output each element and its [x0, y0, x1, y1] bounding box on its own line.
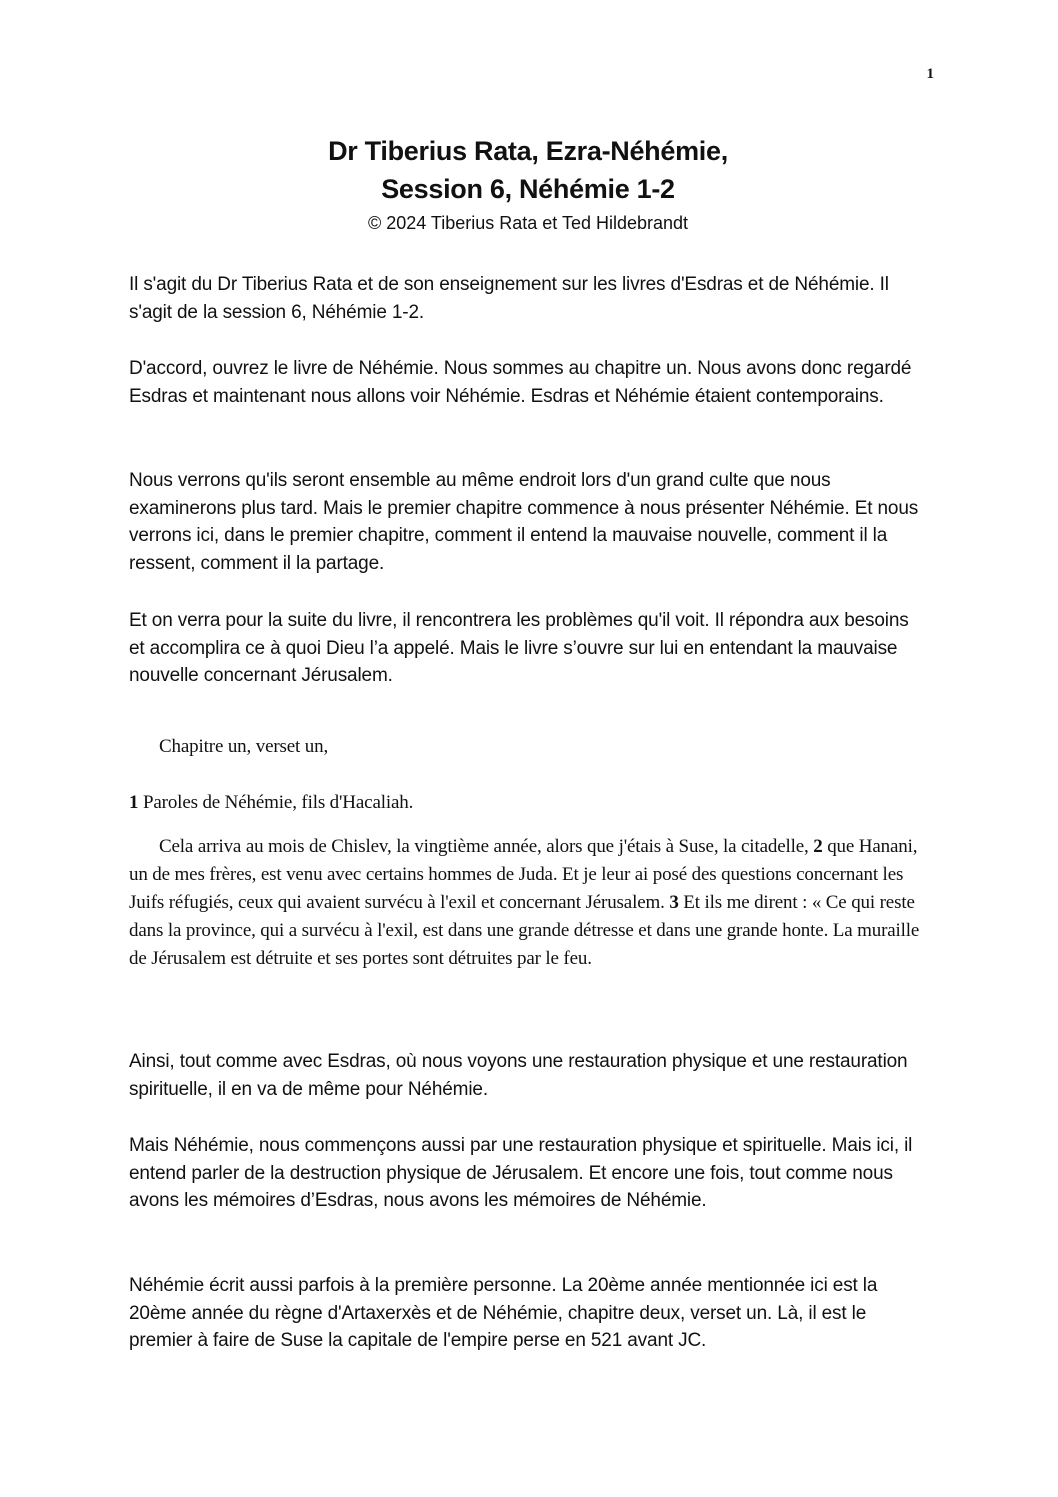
title-line-1: Dr Tiberius Rata, Ezra-Néhémie, [328, 136, 728, 166]
scripture-passage [129, 833, 929, 973]
verse-2-text: que Hanani, un de mes frères, est venu avec certains hommes de Juda. Et je leur ai posé des questions concernant les Juifs réfugiés, ceux qui avaient survécu à l'exil et concernant Jérusalem. [129, 836, 918, 913]
document-header [128, 132, 928, 236]
verse-number-2: 2 [813, 836, 823, 857]
verse-1-text: Paroles de Néhémie, fils d'Hacaliah. [138, 792, 414, 813]
page-number: 1 [926, 66, 934, 82]
paragraph-memoirs: Mais Néhémie, nous commençons aussi par une restauration physique et spirituelle. Mais ici, il entend parler de la destruction physique de Jérusalem. Et encore une fois, tout comme nous avons les mémoires d’Esdras, nous avons les mémoires de Néhémie. [129, 1135, 913, 1211]
paragraph-open-book: D'accord, ouvrez le livre de Néhémie. Nous sommes au chapitre un. Nous avons donc regardé Esdras et maintenant nous allons voir Néhémie. Esdras et Néhémie étaient contemporains. [129, 358, 912, 407]
verse-1-continuation: Cela arriva au mois de Chislev, la vingtième année, alors que j'étais à Suse, la citadelle, [159, 836, 814, 857]
scripture-intro: Chapitre un, verset un, [159, 736, 329, 757]
title-line-2: Session 6, Néhémie 1-2 [381, 174, 675, 204]
paragraph-first-person: Néhémie écrit aussi parfois à la première personne. La 20ème année mentionnée ici est la 20ème année du règne d'Artaxerxès et de Néhémie, chapitre deux, verset un. Là, il est le premier à faire de Suse la capitale de l'empire perse en 521 avant JC. [129, 1275, 878, 1351]
copyright-line: © 2024 Tiberius Rata et Ted Hildebrandt [367, 213, 689, 233]
paragraph-intro: Il s'agit du Dr Tiberius Rata et de son enseignement sur les livres d'Esdras et de Néhémie. Il s'agit de la session 6, Néhémie 1-2. [129, 274, 889, 323]
paragraph-worship: Nous verrons qu'ils seront ensemble au même endroit lors d'un grand culte que nous examinerons plus tard. Mais le premier chapitre commence à nous présenter Néhémie. Et nous verrons ici, dans le premier chapitre, comment il entend la mauvaise nouvelle, comment il la ressent, comment il la partage. [129, 470, 919, 574]
verse-3-text: Et ils me dirent : « Ce qui reste dans la province, qui a survécu à l'exil, est dans une grande détresse et dans une grande honte. La muraille de Jérusalem est détruite et ses portes sont détruites par le feu. [129, 892, 920, 969]
verse-1 [129, 789, 929, 817]
paragraph-book-overview: Et on verra pour la suite du livre, il rencontrera les problèmes qu'il voit. Il répondra aux besoins et accomplira ce à quoi Dieu l’a appelé. Mais le livre s’ouvre sur lui en entendant la mauvaise nouvelle concernant Jérusalem. [129, 610, 909, 686]
verse-number-1: 1 [129, 792, 139, 813]
verse-number-3: 3 [669, 892, 679, 913]
paragraph-restoration: Ainsi, tout comme avec Esdras, où nous voyons une restauration physique et une restauration spirituelle, il en va de même pour Néhémie. [129, 1051, 908, 1100]
